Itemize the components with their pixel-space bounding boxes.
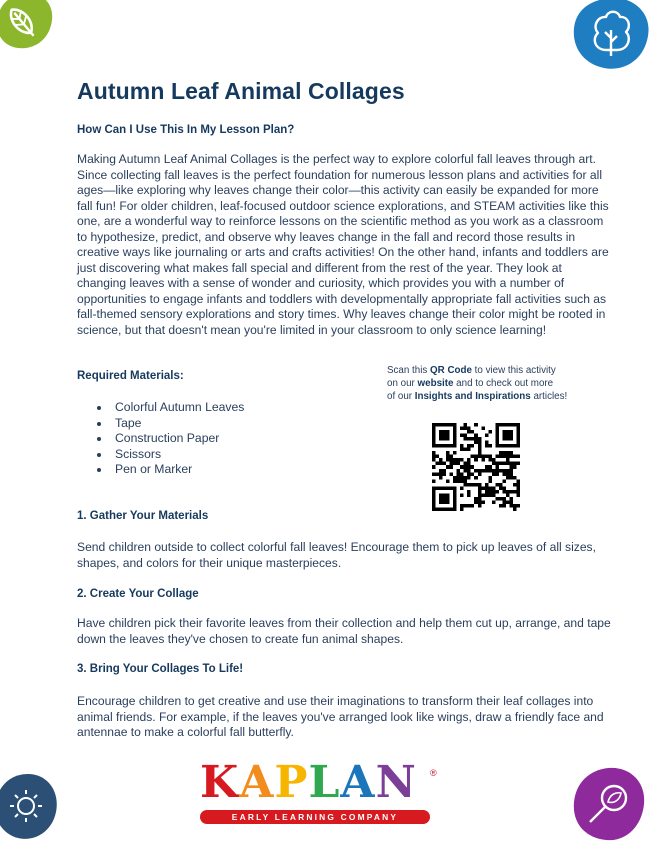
qr-caption	[387, 364, 587, 403]
qr-caption-text: on our	[387, 378, 418, 389]
website-link[interactable]: website	[417, 378, 454, 389]
list-item: Colorful Autumn Leaves	[97, 400, 247, 416]
page-title: Autumn Leaf Animal Collages	[77, 78, 405, 104]
corner-leaf-badge	[0, 0, 54, 50]
logo-tagline: EARLY LEARNING COMPANY	[200, 810, 430, 824]
list-item: Construction Paper	[97, 431, 247, 447]
registered-mark: ®	[430, 768, 437, 778]
logo-letter-a: A	[340, 757, 376, 808]
step-3-heading: 3. Bring Your Collages To Life!	[77, 663, 244, 675]
list-item: Tape	[97, 416, 247, 432]
qr-caption-text: to view this activity	[471, 365, 556, 376]
logo-letter-k: K	[200, 757, 240, 808]
step-2-text: Have children pick their favorite leaves from their collection and help them cut up, arrange, and tape down the leaves they've chosen to create fun animal shapes.	[77, 616, 611, 646]
step-1-text: Send children outside to collect colorful fall leaves! Encourage them to pick up leaves of all sizes, shapes, and colors for their unique masterpieces.	[77, 540, 596, 570]
corner-tree-badge	[570, 0, 650, 74]
qr-caption-text: Scan this	[387, 365, 431, 376]
insights-link[interactable]: Insights and Inspirations	[414, 391, 531, 402]
qr-code[interactable]	[432, 423, 520, 516]
lesson-plan-heading: How Can I Use This In My Lesson Plan?	[77, 124, 295, 136]
intro-paragraph: Making Autumn Leaf Animal Collages is the perfect way to explore colorful fall leaves through art. Since collecting fall leaves is the perfect foundation for numerous lesson plans and activities for all ages—like exploring why leaves change their color—this activity can easily be expanded for more fall fun! For older children, leaf-focused outdoor science explorations, and STEAM activities like this one, are a wonderful way to reinforce lessons on the scientific method as you work as a classroom to hypothesize, predict, and observe why leaves change in the fall and record those results in creative ways like journaling or arts and crafts activities! On the other hand, infants and toddlers are just discovering what makes fall special and different from the rest of the year. They look at changing leaves with a sense of wonder and curiosity, which provides you with a number of opportunities to engage infants and toddlers with developmentally appropriate fall activities such as fall-themed sensory explorations and story times. Why leaves change their color might be rooted in science, but that doesn't mean you're limited in your classroom to only science learning!	[77, 152, 609, 337]
logo-letter-a: A	[239, 757, 275, 808]
step-3-text: Encourage children to get creative and use their imaginations to transform their leaf collages into animal friends. For example, if the leaves you've arranged look like wings, draw a friendly face and antennae to make a colorful fall butterfly.	[77, 694, 604, 739]
qr-code-link[interactable]: QR Code	[430, 365, 472, 376]
logo-letter-p: P	[274, 757, 309, 808]
step-1-heading: 1. Gather Your Materials	[77, 510, 209, 522]
step-2-heading: 2. Create Your Collage	[77, 588, 199, 600]
corner-sun-badge	[0, 770, 60, 842]
logo-letter-l: L	[308, 757, 341, 808]
materials-list	[97, 400, 247, 478]
qr-caption-text: of our	[387, 391, 415, 402]
qr-caption-text: and to check out more	[453, 378, 554, 389]
corner-magnifier-badge	[568, 764, 650, 844]
list-item: Pen or Marker	[97, 462, 247, 478]
list-item: Scissors	[97, 447, 247, 463]
kaplan-logo	[200, 757, 450, 808]
logo-letter-n: N	[375, 757, 417, 808]
materials-heading: Required Materials:	[77, 370, 184, 382]
qr-caption-text: articles!	[530, 391, 568, 402]
